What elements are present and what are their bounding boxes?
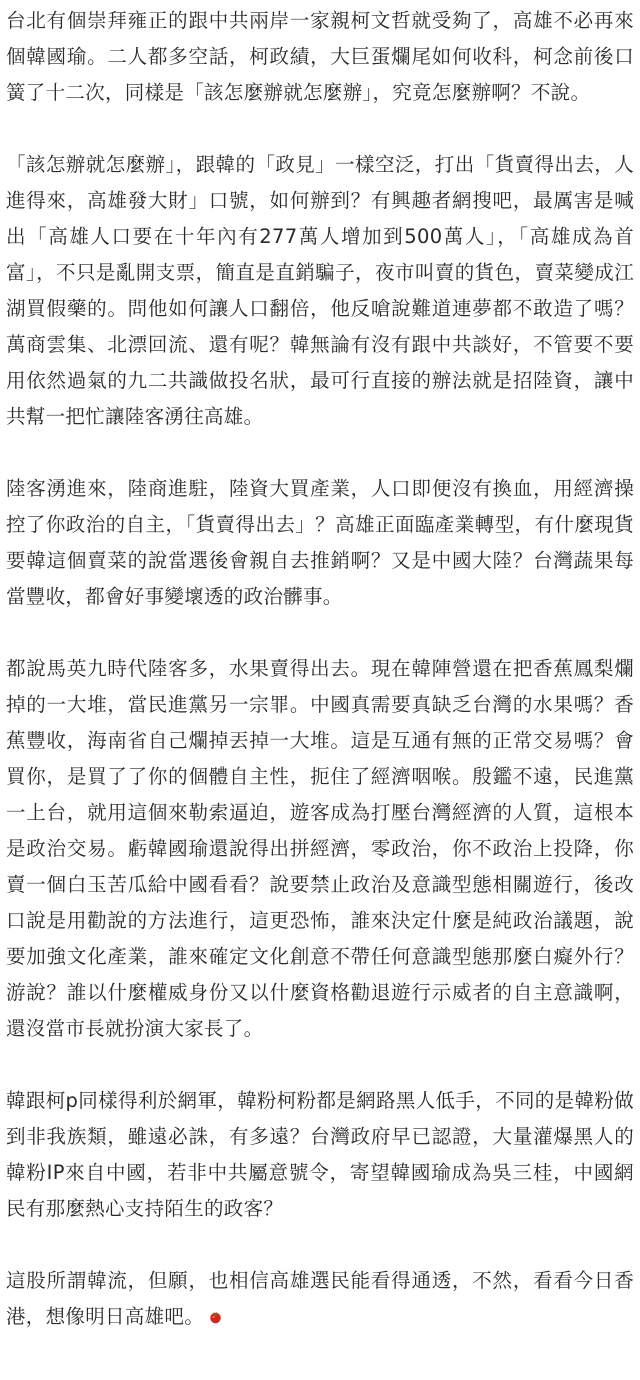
paragraph-5-text: 韓跟柯p同樣得利於網軍，韓粉柯粉都是網路黑人低手，不同的是韓粉做到非我族類，雖遠必誅，有多遠？台灣政府早已認證，大量灌爆黑人的韓粉IP來自中國，若非中共屬意號令，寄望韓國瑜成為吳三桂，中國網民有那麼熱心支持陌生的政客？ [6,1089,634,1220]
paragraph-1-text: 台北有個崇拜雍正的跟中共兩岸一家親柯文哲就受夠了，高雄不必再來個韓國瑜。二人都多空話，柯政績，大巨蛋爛尾如何收科，柯念前後口簧了十二次，同樣是「該怎麼辦就怎麼辦」，究竟怎麼辦啊？不說。 [6,9,634,104]
tomato-icon [208,1300,223,1336]
paragraph-4 [6,651,634,1047]
paragraph-2 [6,147,634,435]
paragraph-1 [6,3,634,111]
paragraph-6 [6,1263,634,1336]
paragraph-4-text: 都說馬英九時代陸客多，水果賣得出去。現在韓陣營還在把香蕉鳳梨爛掉的一大堆，當民進黨另一宗罪。中國真需要真缺乏台灣的水果嗎？香蕉豐收，海南省自己爛掉丟掉一大堆。這是互通有無的正常交易嗎？會買你，是買了了你的個體自主性，扼住了經濟咽喉。殷鑑不遠，民進黨一上台，就用這個來勒索逼迫，遊客成為打壓台灣經濟的人質，這根本是政治交易。虧韓國瑜還說得出拼經濟，零政治，你不政治上投降，你賣一個白玉苦瓜給中國看看？說要禁止政治及意識型態相關遊行，後改口說是用勸說的方法進行，這更恐怖，誰來決定什麼是純政治議題，說要加強文化產業，誰來確定文化創意不帶任何意識型態那麼白癡外行？游說？誰以什麼權威身份又以什麼資格勸退遊行示威者的自主意識啊，還沒當市長就扮演大家長了。 [6,657,634,1040]
paragraph-5 [6,1083,634,1227]
paragraph-3 [6,471,634,615]
paragraph-3-text: 陸客湧進來，陸商進駐，陸資大買產業，人口即便沒有換血，用經濟操控了你政治的自主，「貨賣得出去」？高雄正面臨產業轉型，有什麼現貨要韓這個賣菜的說當選後會親自去推銷啊？又是中國大陸？台灣蔬果每當豐收，都會好事變壞透的政治髒事。 [6,477,634,608]
paragraph-2-text: 「該怎辦就怎麼辦」，跟韓的「政見」一樣空泛，打出「貨賣得出去，人進得來，高雄發大財」口號，如何辦到？有興趣者網搜吧，最厲害是喊出「高雄人口要在十年內有277萬人增加到500萬人」，「高雄成為首富」，不只是亂開支票，簡直是直銷騙子，夜市叫賣的貨色，賣菜變成江湖買假藥的。問他如何讓人口翻倍，他反嗆說難道連夢都不敢造了嗎？萬商雲集、北漂回流、還有呢？韓無論有沒有跟中共談好，不管要不要用依然過氣的九二共識做投名狀，最可行直接的辦法就是招陸資，讓中共幫一把忙讓陸客湧往高雄。 [6,153,634,428]
paragraph-6-text: 這股所謂韓流，但願，也相信高雄選民能看得通透，不然，看看今日香港，想像明日高雄吧。 [6,1269,634,1328]
